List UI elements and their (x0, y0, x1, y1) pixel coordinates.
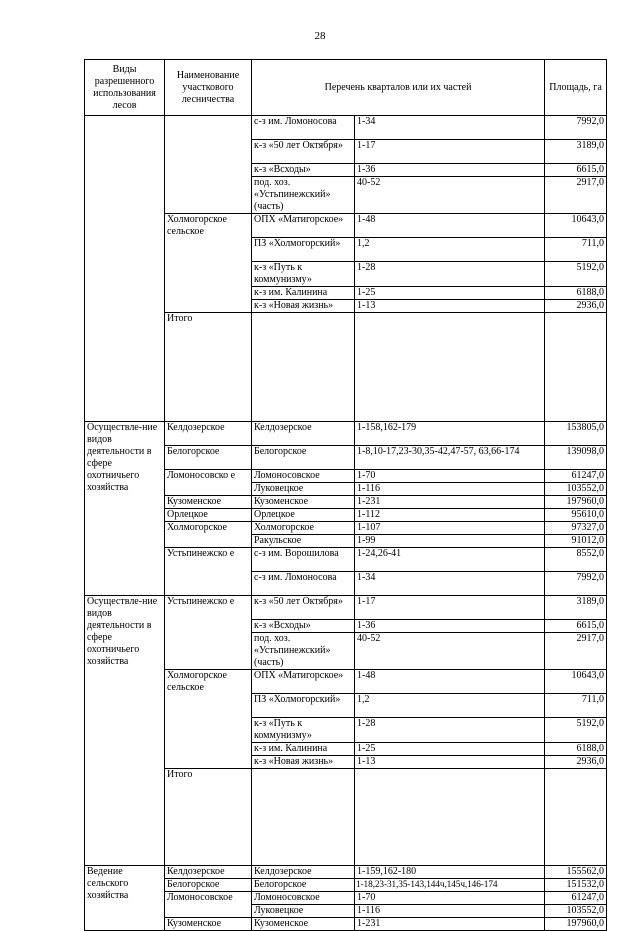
district-cell: Ломоносовское (165, 892, 252, 918)
use-type-cell: Ведение сельского хозяйства (85, 866, 165, 931)
subdivision-cell: Орлецкое (252, 509, 355, 522)
table-header-row (85, 60, 607, 116)
district-cell: Белогорское (165, 879, 252, 892)
district-cell: Устьпинежско е (165, 596, 252, 670)
subdivision-cell: Ломоносовское (252, 892, 355, 905)
subdivision-cell: к-з «Новая жизнь» (252, 756, 355, 769)
quarters-cell: 1-17 (355, 140, 545, 164)
area-cell: 10643,0 (545, 214, 607, 238)
forest-quarters-table (84, 59, 607, 931)
subdivision-cell: к-з «Всходы» (252, 164, 355, 177)
subdivision-cell: Луковецкое (252, 905, 355, 918)
quarters-cell: 1-48 (355, 670, 545, 694)
quarters-cell: 1-8,10-17,23-30,35-42,47-57, 63,66-174 (355, 446, 545, 470)
subdivision-cell: к-з «Всходы» (252, 620, 355, 633)
quarters-cell: 1-13 (355, 300, 545, 313)
subdivision-cell: Кузоменское (252, 918, 355, 931)
use-type-cell: Осуществле-ние видов деятельности в сфере охотничьего хозяйства (85, 596, 165, 866)
quarters-cell: 1-24,26-41 (355, 548, 545, 572)
area-cell: 95610,0 (545, 509, 607, 522)
use-type-cell: Осуществле-ние видов деятельности в сфере охотничьего хозяйства (85, 422, 165, 596)
district-cell: Келдозерское (165, 422, 252, 446)
quarters-cell: 1-34 (355, 116, 545, 140)
subdivision-cell: с-з им. Ломоносова (252, 116, 355, 140)
table-row (85, 116, 607, 140)
subdivision-cell: к-з «Путь к коммунизму» (252, 718, 355, 743)
subdivision-cell: Белогорское (252, 446, 355, 470)
district-cell: Ломоносовско е (165, 470, 252, 496)
district-cell (165, 116, 252, 214)
header-area: Площадь, га (545, 60, 607, 116)
area-cell: 151532,0 (545, 879, 607, 892)
total-label: Итого (165, 769, 252, 866)
quarters-cell: 1-116 (355, 905, 545, 918)
quarters-cell: 1-70 (355, 470, 545, 483)
subdivision-cell: Кузоменское (252, 496, 355, 509)
subdivision-cell: с-з им. Ломоносова (252, 572, 355, 596)
empty-cell (252, 313, 355, 422)
district-cell: Келдозерское (165, 866, 252, 879)
quarters-cell: 1-48 (355, 214, 545, 238)
use-type-cell (85, 116, 165, 422)
quarters-cell: 1,2 (355, 694, 545, 718)
quarters-cell: 1-17 (355, 596, 545, 620)
table-row (85, 866, 607, 879)
area-cell: 2936,0 (545, 300, 607, 313)
subdivision-cell: под. хоз. «Устьпинежский» (часть) (252, 177, 355, 214)
area-cell: 2917,0 (545, 177, 607, 214)
quarters-cell: 1-99 (355, 535, 545, 548)
quarters-cell: 1,2 (355, 238, 545, 262)
area-cell: 2936,0 (545, 756, 607, 769)
quarters-cell: 1-13 (355, 756, 545, 769)
area-cell: 5192,0 (545, 718, 607, 743)
subdivision-cell: Келдозерское (252, 866, 355, 879)
area-cell: 711,0 (545, 238, 607, 262)
header-quarters-list: Перечень кварталов или их частей (252, 60, 545, 116)
area-cell: 6188,0 (545, 743, 607, 756)
quarters-cell: 1-18,23-31,35-143,144ч,145ч,146-174 (355, 879, 545, 892)
area-cell: 8552,0 (545, 548, 607, 572)
quarters-cell: 1-25 (355, 743, 545, 756)
table-row (85, 422, 607, 446)
quarters-cell: 1-28 (355, 262, 545, 287)
area-cell: 197960,0 (545, 496, 607, 509)
area-cell: 91012,0 (545, 535, 607, 548)
quarters-cell: 40-52 (355, 177, 545, 214)
quarters-cell: 1-25 (355, 287, 545, 300)
district-cell: Холмогорское (165, 522, 252, 548)
area-cell: 711,0 (545, 694, 607, 718)
area-cell: 6615,0 (545, 164, 607, 177)
quarters-cell: 1-116 (355, 483, 545, 496)
area-cell: 3189,0 (545, 596, 607, 620)
subdivision-cell: к-з «50 лет Октября» (252, 596, 355, 620)
subdivision-cell: Холмогорское (252, 522, 355, 535)
quarters-cell: 40-52 (355, 633, 545, 670)
quarters-cell: 1-28 (355, 718, 545, 743)
subdivision-cell: к-з им. Калинина (252, 743, 355, 756)
area-cell: 61247,0 (545, 470, 607, 483)
area-cell: 153805,0 (545, 422, 607, 446)
district-cell: Орлецкое (165, 509, 252, 522)
district-cell: Кузоменское (165, 918, 252, 931)
area-cell: 6615,0 (545, 620, 607, 633)
empty-cell (545, 769, 607, 866)
subdivision-cell: ПЗ «Холмогорский» (252, 238, 355, 262)
area-cell: 155562,0 (545, 866, 607, 879)
area-cell: 61247,0 (545, 892, 607, 905)
area-cell: 103552,0 (545, 905, 607, 918)
quarters-cell: 1-36 (355, 164, 545, 177)
subdivision-cell: к-з «Новая жизнь» (252, 300, 355, 313)
subdivision-cell: Белогорское (252, 879, 355, 892)
header-district-name: Наименование участкового лесничества (165, 60, 252, 116)
area-cell: 7992,0 (545, 116, 607, 140)
empty-cell (545, 313, 607, 422)
subdivision-cell: к-з «Путь к коммунизму» (252, 262, 355, 287)
quarters-cell: 1-231 (355, 496, 545, 509)
page-number: 28 (314, 30, 326, 42)
quarters-cell: 1-159,162-180 (355, 866, 545, 879)
area-cell: 3189,0 (545, 140, 607, 164)
total-label: Итого (165, 313, 252, 422)
district-cell: Белогорское (165, 446, 252, 470)
area-cell: 197960,0 (545, 918, 607, 931)
empty-cell (355, 769, 545, 866)
subdivision-cell: Ломоносовское (252, 470, 355, 483)
subdivision-cell: Келдозерское (252, 422, 355, 446)
subdivision-cell: Луковецкое (252, 483, 355, 496)
subdivision-cell: к-з им. Калинина (252, 287, 355, 300)
empty-cell (355, 313, 545, 422)
quarters-cell: 1-231 (355, 918, 545, 931)
district-cell: Холмогорское сельское (165, 670, 252, 769)
quarters-cell: 1-70 (355, 892, 545, 905)
subdivision-cell: ПЗ «Холмогорский» (252, 694, 355, 718)
table-row (85, 596, 607, 620)
area-cell: 7992,0 (545, 572, 607, 596)
quarters-cell: 1-158,162-179 (355, 422, 545, 446)
area-cell: 10643,0 (545, 670, 607, 694)
district-cell: Холмогорское сельское (165, 214, 252, 313)
area-cell: 2917,0 (545, 633, 607, 670)
subdivision-cell: под. хоз. «Устьпинежский» (часть) (252, 633, 355, 670)
subdivision-cell: к-з «50 лет Октября» (252, 140, 355, 164)
area-cell: 103552,0 (545, 483, 607, 496)
quarters-cell: 1-107 (355, 522, 545, 535)
area-cell: 139098,0 (545, 446, 607, 470)
district-cell: Устьпинежско е (165, 548, 252, 596)
empty-cell (252, 769, 355, 866)
subdivision-cell: Ракульское (252, 535, 355, 548)
quarters-cell: 1-36 (355, 620, 545, 633)
subdivision-cell: с-з им. Ворошилова (252, 548, 355, 572)
area-cell: 5192,0 (545, 262, 607, 287)
quarters-cell: 1-34 (355, 572, 545, 596)
area-cell: 6188,0 (545, 287, 607, 300)
subdivision-cell: ОПХ «Матигорское» (252, 670, 355, 694)
header-use-type: Виды разрешенного использования лесов (85, 60, 165, 116)
area-cell: 97327,0 (545, 522, 607, 535)
subdivision-cell: ОПХ «Матигорское» (252, 214, 355, 238)
district-cell: Кузоменское (165, 496, 252, 509)
quarters-cell: 1-112 (355, 509, 545, 522)
